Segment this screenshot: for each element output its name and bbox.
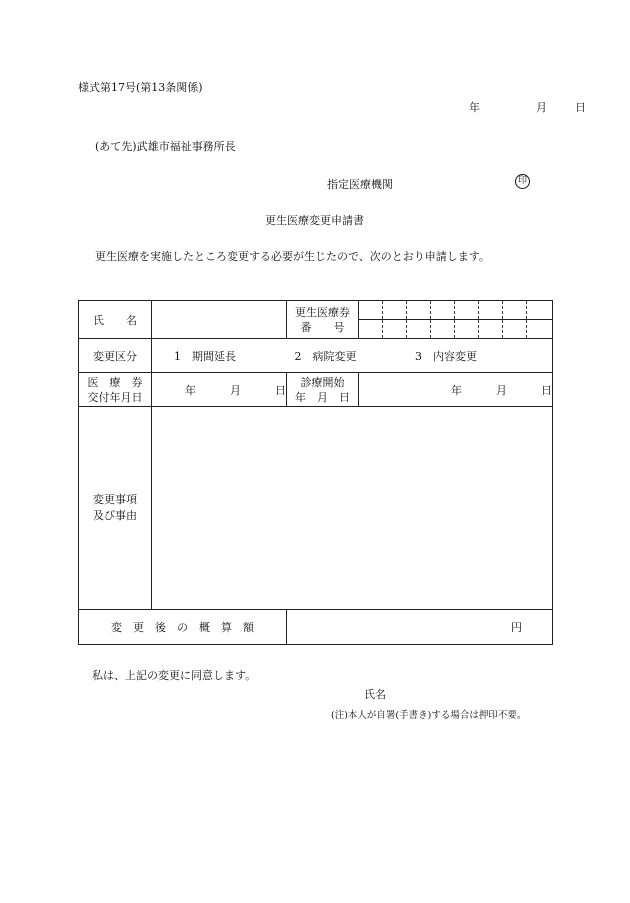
name-label: 氏 名 <box>79 301 152 339</box>
date-day: 日 <box>575 101 586 114</box>
ticket-issue-date-field[interactable] <box>152 373 287 407</box>
consent-text: 私は、上記の変更に同意します。 <box>92 669 257 682</box>
change-type-options <box>152 339 553 373</box>
ticket-number-label-2: 番 号 <box>300 320 345 334</box>
ticket-digit[interactable] <box>527 320 553 339</box>
document-title: 更生医療変更申請書 <box>265 214 364 227</box>
estimate-unit: 円 <box>511 621 522 634</box>
treatment-start-label-1: 診療開始 <box>300 375 345 389</box>
issue-day-unit: 日 <box>275 383 286 397</box>
ticket-digit[interactable] <box>455 301 479 320</box>
treatment-start-label-2: 年 月 日 <box>295 390 350 404</box>
option-period-extension[interactable]: 1 期間延長 <box>174 349 236 363</box>
ticket-digit[interactable] <box>479 301 503 320</box>
option-content-change[interactable]: 3 内容変更 <box>415 349 477 363</box>
ticket-digit[interactable] <box>383 320 407 339</box>
ticket-issue-date-label-2: 交付年月日 <box>87 390 143 404</box>
change-reason-label <box>79 407 152 610</box>
start-day-unit: 日 <box>541 383 552 397</box>
start-year-unit: 年 <box>451 383 462 397</box>
ticket-issue-date-label-1: 医 療 券 <box>87 375 143 389</box>
issue-month-unit: 月 <box>230 383 241 397</box>
ticket-digit[interactable] <box>527 301 553 320</box>
seal-icon: 印 <box>515 174 530 189</box>
ticket-digit[interactable] <box>359 301 383 320</box>
institution-label: 指定医療機関 <box>327 178 393 191</box>
estimate-field[interactable] <box>287 610 553 645</box>
ticket-issue-date-label <box>79 373 152 407</box>
ticket-digit[interactable] <box>455 320 479 339</box>
estimate-label: 変 更 後 の 概 算 額 <box>79 610 287 645</box>
application-form-table <box>78 300 553 645</box>
form-id: 様式第17号(第13条関係) <box>78 81 203 94</box>
ticket-number-label-1: 更生医療券 <box>295 305 350 319</box>
change-reason-label-1: 変更事項 <box>93 493 137 506</box>
intro-text: 更生医療を実施したところ変更する必要が生じたので、次のとおり申請します。 <box>95 250 490 263</box>
name-field[interactable] <box>152 301 287 339</box>
start-month-unit: 月 <box>496 383 507 397</box>
date-year: 年 <box>469 101 480 114</box>
ticket-digit[interactable] <box>503 320 527 339</box>
ticket-digit[interactable] <box>407 301 431 320</box>
addressee: (あて先)武雄市福祉事務所長 <box>95 140 236 153</box>
application-date[interactable] <box>469 99 586 115</box>
ticket-digit[interactable] <box>383 301 407 320</box>
date-month: 月 <box>536 101 547 114</box>
change-reason-field[interactable] <box>152 407 553 610</box>
ticket-digit[interactable] <box>407 320 431 339</box>
signature-note: (注)本人が自署(手書き)する場合は押印不要。 <box>331 710 527 721</box>
treatment-start-label <box>287 373 359 407</box>
change-reason-label-2: 及び事由 <box>93 509 137 522</box>
issue-year-unit: 年 <box>185 383 196 397</box>
ticket-number-label <box>287 301 359 339</box>
ticket-digit[interactable] <box>479 320 503 339</box>
option-hospital-change[interactable]: 2 病院変更 <box>294 349 357 363</box>
change-type-label: 変更区分 <box>79 339 152 373</box>
ticket-digit[interactable] <box>359 320 383 339</box>
ticket-digit[interactable] <box>431 301 455 320</box>
signature-label: 氏名 <box>364 688 386 701</box>
treatment-start-date-field[interactable] <box>359 373 553 407</box>
ticket-digit[interactable] <box>431 320 455 339</box>
ticket-digit[interactable] <box>503 301 527 320</box>
